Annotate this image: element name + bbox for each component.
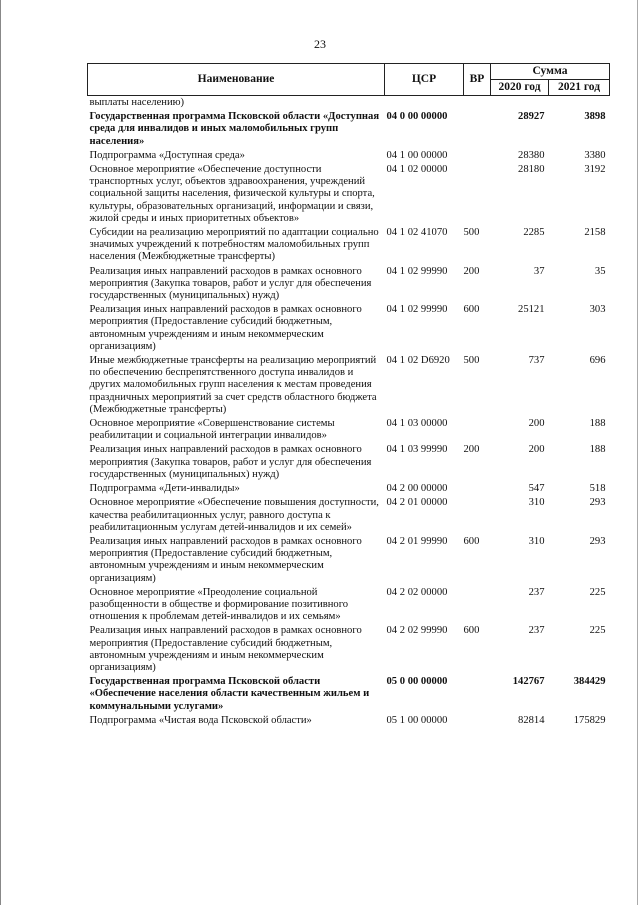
row-name: Основное мероприятие «Совершенствование системы реабилитации и социальной интеграции инвалидов» <box>89 418 335 442</box>
table-row <box>88 675 610 714</box>
row-csr-code: 04 1 02 00000 <box>386 164 448 176</box>
row-amount-2021: 3192 <box>584 164 606 176</box>
row-csr-code: 05 1 00 00000 <box>386 714 448 726</box>
table-row <box>88 586 610 625</box>
table-row <box>88 535 610 586</box>
table-row <box>88 149 610 163</box>
row-amount-2020: 310 <box>528 497 545 509</box>
row-amount-2021: 3898 <box>584 111 606 123</box>
budget-table <box>87 63 610 728</box>
row-name: Субсидии на реализацию мероприятий по адаптации социально значимых учреждений к потребностям маломобильных групп населения (Межбюджетные трансферты) <box>89 227 379 263</box>
row-amount-2021: 518 <box>589 483 606 495</box>
row-csr-code: 04 1 02 99990 <box>386 265 448 277</box>
row-vr-code: 600 <box>463 625 480 637</box>
row-amount-2020: 142767 <box>512 676 545 688</box>
row-amount-2020: 2285 <box>523 227 545 239</box>
page-right-edge <box>637 0 638 905</box>
row-name: Реализация иных направлений расходов в рамках основного мероприятия (Закупка товаров, работ и услуг для обеспечения государственных (муниципальных) нужд) <box>89 265 372 302</box>
row-vr-code: 500 <box>463 355 480 367</box>
row-vr-code: 600 <box>463 304 480 316</box>
row-name: Подпрограмма «Доступная среда» <box>89 149 245 161</box>
table-header <box>88 64 610 96</box>
row-amount-2021: 293 <box>589 497 606 509</box>
row-name: Государственная программа Псковской области «Обеспечение населения области качественным жильем и коммунальными услугами» <box>89 676 370 712</box>
page-number: 23 <box>314 37 326 51</box>
row-name: выплаты населению) <box>89 97 185 108</box>
row-amount-2021: 3380 <box>584 149 606 161</box>
row-amount-2021: 188 <box>589 418 606 430</box>
table-row <box>88 96 610 111</box>
row-csr-code: 05 0 00 00000 <box>386 676 448 688</box>
row-csr-code: 04 1 00 00000 <box>386 149 448 161</box>
header-csr: ЦСР <box>385 64 464 96</box>
row-csr-code: 04 1 03 00000 <box>386 418 448 430</box>
row-vr-code: 600 <box>463 535 480 547</box>
row-amount-2020: 25121 <box>518 304 545 316</box>
row-amount-2020 <box>491 96 549 111</box>
row-csr-code: 04 2 01 00000 <box>386 497 448 509</box>
table-row <box>88 354 610 417</box>
table-row <box>88 226 610 265</box>
row-name: Реализация иных направлений расходов в рамках основного мероприятия (Предоставление субсидий бюджетным, автономным учреждениям и иным некоммерческим организациям) <box>89 535 362 584</box>
row-csr-code: 04 2 01 99990 <box>386 535 448 547</box>
table-row <box>88 482 610 496</box>
row-name: Реализация иных направлений расходов в рамках основного мероприятия (Предоставление субсидий бюджетным, автономным учреждениям и иным некоммерческим организациям) <box>89 625 362 673</box>
table-row <box>88 303 610 354</box>
row-name: Реализация иных направлений расходов в рамках основного мероприятия (Предоставление субсидий бюджетным, автономным учреждениям и иным некоммерческим организациям) <box>89 304 362 352</box>
table-row <box>88 624 610 675</box>
row-amount-2021: 384429 <box>573 676 606 688</box>
row-csr-code: 04 1 02 D6920 <box>386 355 450 367</box>
table-row <box>88 163 610 226</box>
row-amount-2020: 237 <box>528 586 545 598</box>
row-vr-code <box>464 714 491 728</box>
row-amount-2020: 28927 <box>518 111 545 123</box>
row-amount-2021: 696 <box>589 355 606 367</box>
row-amount-2021: 293 <box>589 535 606 547</box>
row-vr-code <box>464 110 491 149</box>
row-amount-2020: 28180 <box>518 164 545 176</box>
row-amount-2021 <box>549 96 610 111</box>
row-amount-2021: 188 <box>589 444 606 456</box>
header-year-2020: 2020 год <box>491 80 549 96</box>
row-csr-code: 04 2 00 00000 <box>386 483 448 495</box>
row-amount-2020: 200 <box>528 418 545 430</box>
row-vr-code <box>464 417 491 443</box>
row-amount-2020: 310 <box>528 535 545 547</box>
row-amount-2021: 35 <box>594 265 606 277</box>
row-name: Подпрограмма «Чистая вода Псковской области» <box>89 714 312 726</box>
row-vr-code <box>464 482 491 496</box>
row-amount-2020: 200 <box>528 444 545 456</box>
table-row <box>88 496 610 535</box>
header-name: Наименование <box>88 64 385 96</box>
row-csr-code <box>385 96 464 111</box>
row-amount-2021: 175829 <box>573 714 606 726</box>
table-row <box>88 714 610 728</box>
row-amount-2020: 28380 <box>518 149 545 161</box>
row-csr-code: 04 1 02 41070 <box>386 227 448 239</box>
row-vr-code: 200 <box>463 444 480 456</box>
table-row <box>88 110 610 149</box>
row-vr-code <box>464 675 491 714</box>
row-name: Основное мероприятие «Преодоление социальной разобщенности в обществе и формирование позитивного отношения к проблемам детей-инвалидов и их семьям» <box>89 586 349 623</box>
row-vr-code <box>464 496 491 535</box>
row-vr-code <box>464 96 491 111</box>
row-amount-2021: 225 <box>589 586 606 598</box>
row-amount-2021: 2158 <box>584 227 606 239</box>
row-vr-code <box>464 163 491 226</box>
row-amount-2020: 37 <box>533 265 545 277</box>
row-csr-code: 04 2 02 99990 <box>386 625 448 637</box>
row-vr-code: 200 <box>463 265 480 277</box>
row-csr-code: 04 0 00 00000 <box>386 111 448 123</box>
row-csr-code: 04 2 02 00000 <box>386 586 448 598</box>
table-row <box>88 417 610 443</box>
row-amount-2020: 82814 <box>518 714 545 726</box>
row-amount-2021: 225 <box>589 625 606 637</box>
row-name: Основное мероприятие «Обеспечение доступности транспортных услуг, объектов здравоохранения, учреждений социальной защиты населения, физической культуры и спорта, культуры, образовательных организаций, информации и связи, жилой среды и иных приоритетных объектов» <box>89 164 375 224</box>
row-name: Подпрограмма «Дети-инвалиды» <box>89 483 240 495</box>
row-name: Иные межбюджетные трансферты на реализацию мероприятий по обеспечению беспрепятственного доступа инвалидов и других маломобильных групп населения к местам проведения праздничных мероприятий за счет средств областного бюджета (Межбюджетные трансферты) <box>89 355 377 415</box>
row-name: Государственная программа Псковской области «Доступная среда для инвалидов и иных маломобильных групп населения» <box>89 111 380 147</box>
row-amount-2020: 547 <box>528 483 545 495</box>
row-name: Основное мероприятие «Обеспечение повышения доступности, качества реабилитационных услуг, равного доступа к реабилитационным услугам детей-инвалидов и их семей» <box>89 497 379 533</box>
row-vr-code <box>464 149 491 163</box>
table-row <box>88 443 610 482</box>
table-row <box>88 265 610 304</box>
row-vr-code: 500 <box>463 227 480 239</box>
page-left-edge <box>0 0 1 905</box>
table-body <box>88 96 610 728</box>
header-vr: ВР <box>464 64 491 96</box>
row-csr-code: 04 1 03 99990 <box>386 444 448 456</box>
header-sum: Сумма <box>491 64 610 80</box>
row-csr-code: 04 1 02 99990 <box>386 304 448 316</box>
row-vr-code <box>464 586 491 625</box>
row-name: Реализация иных направлений расходов в рамках основного мероприятия (Закупка товаров, работ и услуг для обеспечения государственных (муниципальных) нужд) <box>89 444 372 480</box>
row-amount-2021: 303 <box>589 304 606 316</box>
header-year-2021: 2021 год <box>549 80 610 96</box>
row-amount-2020: 237 <box>528 625 545 637</box>
row-amount-2020: 737 <box>528 355 545 367</box>
